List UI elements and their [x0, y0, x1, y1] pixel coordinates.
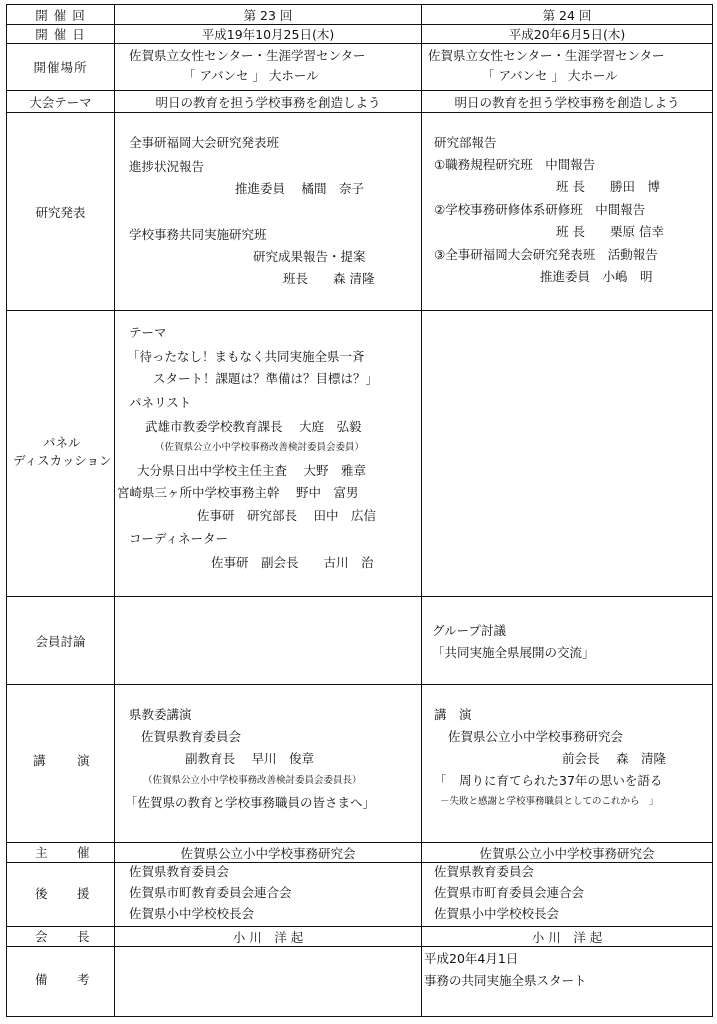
col23-panel-l7: 大分県日出中学校主任主査 大野 雅章 — [137, 463, 366, 478]
row-theme — [7, 91, 713, 113]
col24-research-l7: 推進委員 小嶋 明 — [540, 269, 653, 284]
label-panel — [7, 311, 115, 597]
col23-panel-l2: 「待ったなし！まもなく共同実施全県一斉 — [127, 349, 365, 364]
col23-venue-line2: 「 アバンセ 」 大ホール — [183, 68, 319, 83]
col24-lecture-l5: －失敗と感謝と学校事務職員としてのこれから 」 — [440, 796, 659, 807]
row-kaisaibi — [7, 25, 713, 44]
events-table — [6, 4, 713, 1017]
row-kaisaikai — [7, 5, 713, 25]
col23-discussion-empty — [115, 597, 422, 685]
col23-lecture-l2: 佐賀県教育委員会 — [141, 729, 242, 744]
col24-research-l1: 研究部報告 — [434, 135, 497, 150]
col23-panel-l9: 佐事研 研究部長 田中 広信 — [197, 508, 376, 523]
label-theme: 大会テーマ — [7, 91, 115, 113]
col23-host: 佐賀県公立小中学校事務研究会 — [115, 843, 422, 863]
col24-lecture-l3: 前会長 森 清隆 — [562, 751, 666, 766]
col24-support — [422, 863, 713, 927]
label-chair-1: 会 — [35, 929, 48, 944]
col24-research-l2: ①職務規程研究班 中間報告 — [434, 157, 596, 172]
col23-research-l5: 研究成果報告・提案 — [253, 249, 366, 264]
col24-host: 佐賀県公立小中学校事務研究会 — [422, 843, 713, 863]
col23-lecture — [115, 685, 422, 843]
col24-panel-empty — [422, 311, 713, 597]
col24-research-l3: 班 長 勝田 博 — [556, 179, 660, 194]
col24-lecture-l4: 「 周りに育てられた37年の思いを語る — [434, 773, 663, 788]
label-support — [7, 863, 115, 927]
label-panel-1: パネル — [43, 435, 81, 450]
row-koen — [7, 685, 713, 843]
col23-remarks-empty — [115, 947, 422, 1017]
row-kenkyu — [7, 113, 713, 311]
label-kenkyu: 研究発表 — [7, 113, 115, 311]
row-chair — [7, 927, 713, 947]
label-panel-2: ディスカッション — [13, 453, 112, 468]
col23-research-l1: 全事研福岡大会研究発表班 — [129, 135, 280, 150]
col24-venue-line1: 佐賀県立女性センター・生涯学習センター — [428, 48, 665, 63]
col23-lecture-l1: 県教委講演 — [129, 707, 192, 722]
col24-discussion — [422, 597, 713, 685]
col23-lecture-l5: 「佐賀県の教育と学校事務職員の皆さまへ」 — [125, 795, 376, 810]
col24-support-3: 佐賀県小中学校校長会 — [434, 906, 560, 921]
label-kaisaikai: 開 催 回 — [7, 5, 115, 25]
row-support — [7, 863, 713, 927]
col23-panel — [115, 311, 422, 597]
label-remarks — [7, 947, 115, 1017]
col24-chair: 小 川 洋 起 — [422, 927, 713, 947]
col24-remarks-1: 平成20年4月1日 — [424, 951, 519, 966]
col24-research-l5: 班 長 栗原 信幸 — [556, 224, 664, 239]
col24-support-1: 佐賀県教育委員会 — [434, 864, 535, 879]
row-shusai — [7, 843, 713, 863]
row-remarks — [7, 947, 713, 1017]
label-koen-2: 演 — [77, 753, 90, 768]
col23-theme: 明日の教育を担う学校事務を創造しよう — [115, 91, 422, 113]
col23-support-2: 佐賀県市町教育委員会連合会 — [129, 885, 292, 900]
col24-lecture-l1: 講 演 — [434, 707, 472, 722]
col23-chair: 小 川 洋 起 — [115, 927, 422, 947]
label-remarks-1: 備 — [35, 972, 48, 987]
col23-research-l3: 推進委員 橘間 奈子 — [235, 181, 364, 196]
col23-venue — [115, 44, 422, 91]
row-basho — [7, 44, 713, 91]
col24-date: 平成20年6月5日(木) — [422, 25, 713, 44]
col24-venue — [422, 44, 713, 91]
col23-kai: 第 23 回 — [115, 5, 422, 25]
col24-research-l4: ②学校事務研修体系研修班 中間報告 — [434, 202, 646, 217]
label-support-2: 援 — [77, 886, 90, 901]
col23-support-3: 佐賀県小中学校校長会 — [129, 906, 255, 921]
col24-remarks — [422, 947, 713, 1017]
col23-lecture-l3: 副教育長 早川 俊章 — [185, 751, 314, 766]
col23-panel-l3: スタート！課題は？準備は？目標は？」 — [153, 371, 379, 386]
col23-research-l2: 進捗状況報告 — [129, 159, 205, 174]
label-shusai-2: 催 — [77, 845, 90, 860]
col23-panel-l4: パネリスト — [129, 395, 192, 410]
col24-discussion-l1: グループ討議 — [432, 623, 507, 638]
col24-research — [422, 113, 713, 311]
label-chair — [7, 927, 115, 947]
col24-lecture-l2: 佐賀県公立小中学校事務研究会 — [448, 729, 624, 744]
row-panel — [7, 311, 713, 597]
col24-venue-line2: 「 アバンセ 」 大ホール — [482, 68, 618, 83]
col23-lecture-l4: （佐賀県公立小中学校事務改善検討委員会委員長） — [143, 775, 362, 786]
label-shusai — [7, 843, 115, 863]
label-support-1: 後 — [35, 886, 48, 901]
col23-panel-l6: （佐賀県公立小中学校事務改善検討委員会委員） — [155, 442, 365, 453]
col24-theme: 明日の教育を担う学校事務を創造しよう — [422, 91, 713, 113]
col23-support-1: 佐賀県教育委員会 — [129, 864, 230, 879]
row-kaiin — [7, 597, 713, 685]
col24-research-l6: ③全事研福岡大会研究発表班 活動報告 — [434, 247, 658, 262]
col23-panel-l5: 武雄市教委学校教育課長 大庭 弘毅 — [145, 419, 362, 434]
col23-support — [115, 863, 422, 927]
col24-lecture — [422, 685, 713, 843]
label-shusai-1: 主 — [35, 845, 48, 860]
col24-discussion-l2: 「共同実施全県展開の交流」 — [432, 645, 595, 660]
label-koen — [7, 685, 115, 843]
label-basho: 開催場所 — [7, 44, 115, 91]
col23-panel-l8: 宮崎県三ヶ所中学校事務主幹 野中 富男 — [117, 485, 359, 500]
col23-panel-l10: コーディネーター — [129, 531, 229, 546]
col23-research-l6: 班長 森 清隆 — [283, 271, 375, 286]
label-koen-1: 講 — [33, 753, 46, 768]
col24-remarks-2: 事務の共同実施全県スタート — [424, 973, 587, 988]
label-chair-2: 長 — [77, 929, 90, 944]
col23-research-l4: 学校事務共同実施研究班 — [129, 227, 267, 242]
label-kaisaibi: 開 催 日 — [7, 25, 115, 44]
col24-kai: 第 24 回 — [422, 5, 713, 25]
col23-panel-l11: 佐事研 副会長 古川 治 — [211, 555, 374, 570]
col24-support-2: 佐賀県市町育委員会連合会 — [434, 885, 585, 900]
col23-date: 平成19年10月25日(木) — [115, 25, 422, 44]
label-remarks-2: 考 — [77, 972, 90, 987]
label-kaiin: 会員討論 — [7, 597, 115, 685]
col23-research — [115, 113, 422, 311]
col23-venue-line1: 佐賀県立女性センター・生涯学習センター — [129, 48, 366, 63]
col23-panel-l1: テーマ — [129, 325, 167, 340]
